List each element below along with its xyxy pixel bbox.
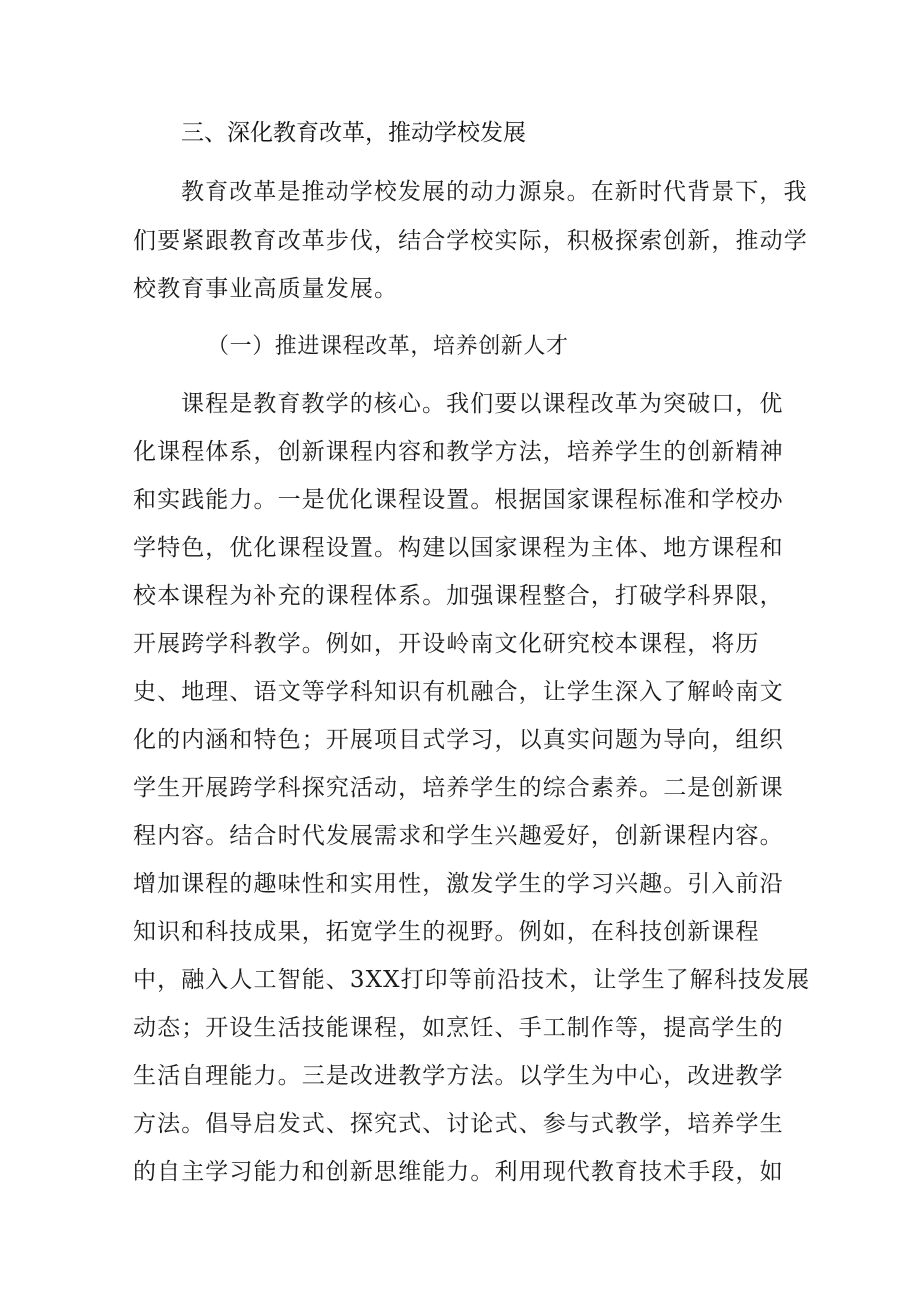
body-line: 的自主学习能力和创新思维能力。利用现代教育技术手段，如 <box>133 1159 784 1185</box>
body-line: 动态；开设生活技能课程，如烹饪、手工制作等，提高学生的 <box>133 1015 784 1041</box>
body-line: 开展跨学科教学。例如，开设岭南文化研究校本课程，将历 <box>133 631 760 657</box>
body-line: 学生开展跨学科探究活动，培养学生的综合素养。二是创新课 <box>133 775 784 801</box>
intro-line: 们要紧跟教育改革步伐，结合学校实际，积极探索创新，推动学 <box>133 228 808 254</box>
body-line: 课程是教育教学的核心。我们要以课程改革为突破口，优 <box>181 391 784 417</box>
body-line: 增加课程的趣味性和实用性，激发学生的学习兴趣。引入前沿 <box>133 871 784 897</box>
intro-line: 教育改革是推动学校发展的动力源泉。在新时代背景下，我 <box>181 179 808 205</box>
section-heading: 三、深化教育改革，推动学校发展 <box>181 120 526 146</box>
body-line: 和实践能力。一是优化课程设置。根据国家课程标准和学校办 <box>133 487 784 513</box>
body-line: 化的内涵和特色；开展项目式学习，以真实问题为导向，组织 <box>133 727 784 753</box>
body-line: 学特色，优化课程设置。构建以国家课程为主体、地方课程和 <box>133 535 784 561</box>
body-line: 知识和科技成果，拓宽学生的视野。例如，在科技创新课程 <box>133 919 760 945</box>
subsection-heading: （一）推进课程改革，培养创新人才 <box>207 334 569 359</box>
intro-line: 校教育事业高质量发展。 <box>133 276 399 302</box>
body-line: 程内容。结合时代发展需求和学生兴趣爱好，创新课程内容。 <box>133 823 784 849</box>
body-line: 中，融入人工智能、3XX打印等前沿技术，让学生了解科技发展 <box>133 967 811 993</box>
body-line: 化课程体系，创新课程内容和教学方法，培养学生的创新精神 <box>133 439 784 465</box>
body-line: 生活自理能力。三是改进教学方法。以学生为中心，改进教学 <box>133 1063 784 1089</box>
body-line: 方法。倡导启发式、探究式、讨论式、参与式教学，培养学生 <box>133 1111 784 1137</box>
body-line: 史、地理、语文等学科知识有机融合，让学生深入了解岭南文 <box>133 679 784 705</box>
body-line: 校本课程为补充的课程体系。加强课程整合，打破学科界限， <box>133 583 784 609</box>
